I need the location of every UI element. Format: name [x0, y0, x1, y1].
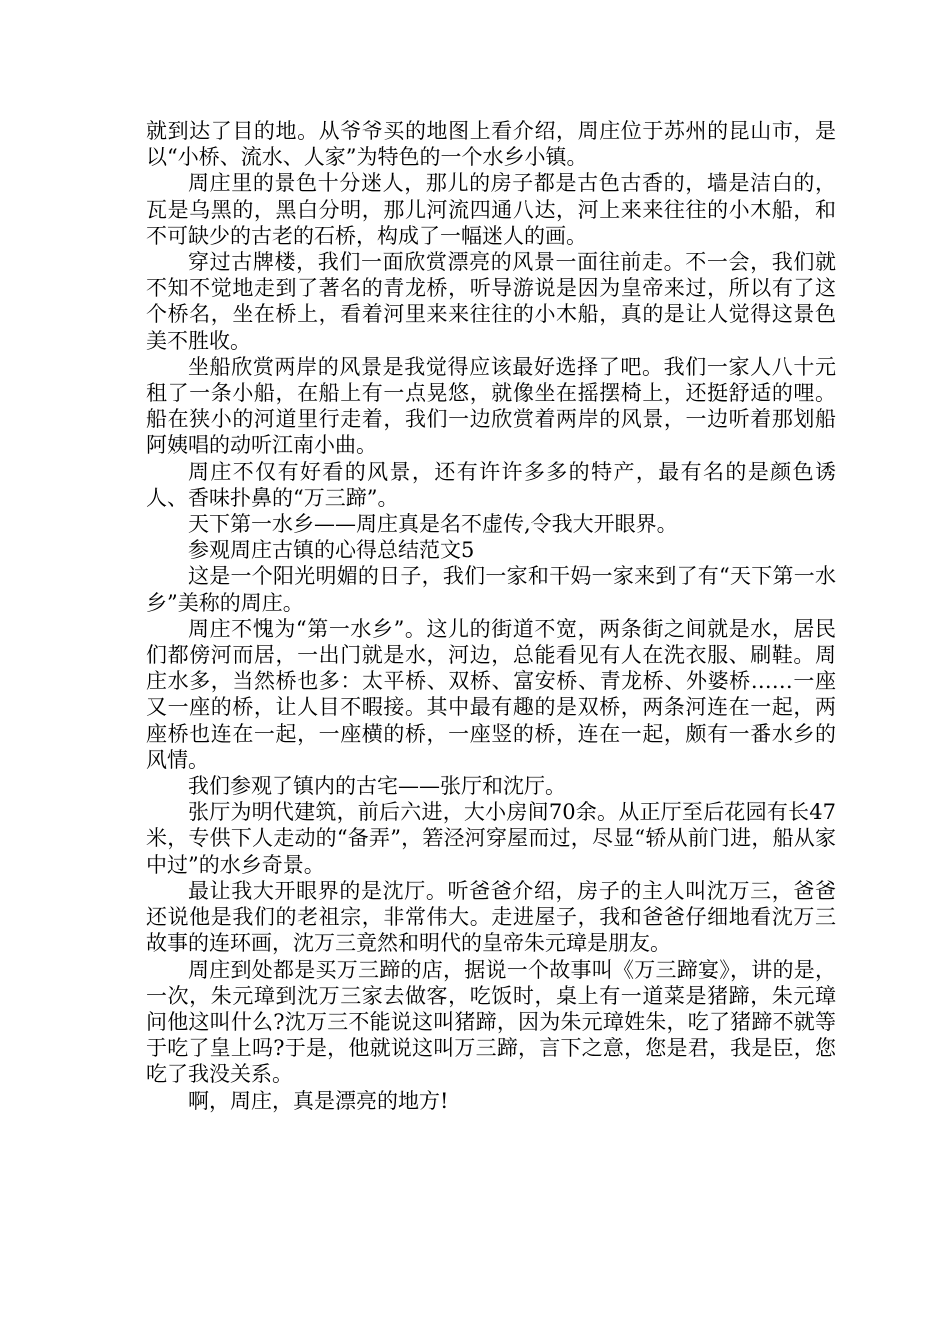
paragraph: 周庄到处都是买万三蹄的店，据说一个故事叫《万三蹄宴》，讲的是，一次，朱元璋到沈万三家去做客，吃饭时，桌上有一道菜是猪蹄，朱元璋问他这叫什么?沈万三不能说这叫猪蹄，因为朱元璋姓朱，吃了猪蹄不就等于吃了皇上吗?于是，他就说这叫万三蹄，言下之意，您是君，我是臣，您吃了我没关系。 — [146, 957, 836, 1087]
document-body — [146, 118, 836, 1114]
paragraph: 坐船欣赏两岸的风景是我觉得应该最好选择了吧。我们一家人八十元租了一条小船，在船上有一点晃悠，就像坐在摇摆椅上，还挺舒适的哩。船在狭小的河道里行走着，我们一边欣赏着两岸的风景，一边听着那划船阿姨唱的动听江南小曲。 — [146, 354, 836, 458]
paragraph: 天下第一水乡——周庄真是名不虚传,令我大开眼界。 — [188, 512, 678, 537]
paragraph: 最让我大开眼界的是沈厅。听爸爸介绍，房子的主人叫沈万三，爸爸还说他是我们的老祖宗，非常伟大。走进屋子，我和爸爸仔细地看沈万三故事的连环画，沈万三竟然和明代的皇帝朱元璋是朋友。 — [146, 878, 836, 956]
paragraph: 我们参观了镇内的古宅——张厅和沈厅。 — [188, 774, 566, 799]
paragraph: 就到达了目的地。从爷爷买的地图上看介绍，周庄位于苏州的昆山市，是以“小桥、流水、人家”为特色的一个水乡小镇。 — [146, 119, 836, 170]
paragraph: 啊，周庄，真是漂亮的地方! — [188, 1088, 449, 1113]
section-heading: 参观周庄古镇的心得总结范文5 — [188, 538, 475, 563]
paragraph: 周庄里的景色十分迷人，那儿的房子都是古色古香的，墙是洁白的，瓦是乌黑的，黑白分明，那儿河流四通八达，河上来来往往的小木船，和不可缺少的古老的石桥，构成了一幅迷人的画。 — [146, 171, 836, 248]
paragraph: 这是一个阳光明媚的日子，我们一家和干妈一家来到了有“天下第一水乡”美称的周庄。 — [146, 564, 836, 615]
paragraph: 周庄不仅有好看的风景，还有许许多多的特产，最有名的是颜色诱人、香味扑鼻的“万三蹄”。 — [146, 459, 836, 510]
paragraph: 穿过古牌楼，我们一面欣赏漂亮的风景一面往前走。不一会，我们就不知不觉地走到了著名的青龙桥，听导游说是因为皇帝来过，所以有了这个桥名，坐在桥上，看着河里来来往往的小木船，真的是让人觉得这景色美不胜收。 — [146, 250, 836, 353]
paragraph: 周庄不愧为“第一水乡”。这儿的街道不宽，两条街之间就是水，居民们都傍河而居，一出门就是水，河边，总能看见有人在洗衣服、刷鞋。周庄水多，当然桥也多：太平桥、双桥、富安桥、青龙桥、外婆桥……一座又一座的桥，让人目不暇接。其中最有趣的是双桥，两条河连在一起，两座桥也连在一起，一座横的桥，一座竖的桥，连在一起，颇有一番水乡的风情。 — [146, 616, 836, 772]
paragraph: 张厅为明代建筑，前后六进，大小房间70余。从正厅至后花园有长47米，专供下人走动的“备弄”，箬泾河穿屋而过，尽显“轿从前门进，船从家中过”的水乡奇景。 — [146, 800, 836, 877]
